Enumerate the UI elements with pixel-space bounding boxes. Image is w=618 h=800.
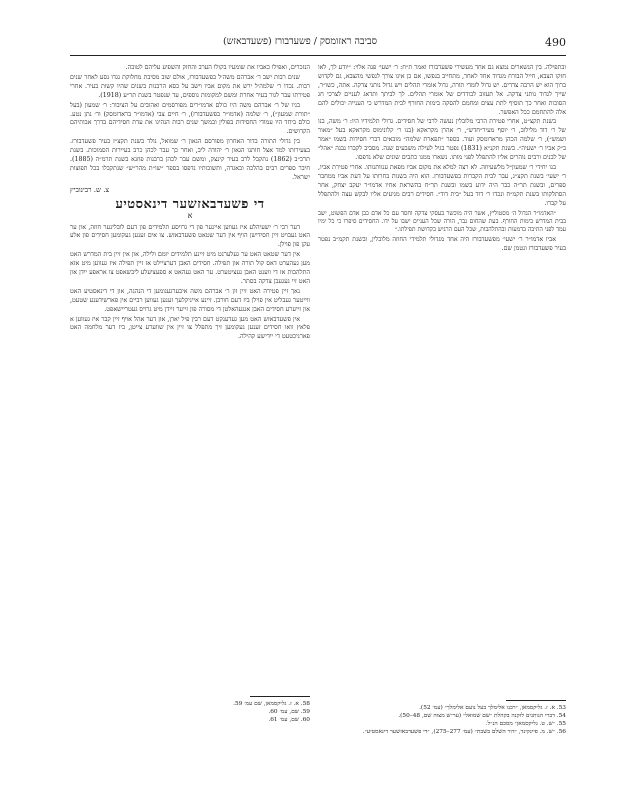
paragraph: בניו של ר׳ אברהם משה היו כולם אדמו״רים מפורסמים ואהובים על הציבור: ר׳ שמעון (בעל ״תורת שמעון״), ר׳ שלמה (אדמו״ר בפשעדבורז), ר׳ חיים צבי (אדמו״ר בראדומסק) ור׳ נתן נטע. כולם ביחד היו עמודי החסידות בפולין ובמשך שנים רבות הנהיגו את עדת חסידיהם בדרך אבותיהם הקדושים.	[70, 101, 310, 136]
paragraph: הנזכרים, ואפילו כאביו את שומעיו בקולו הערב והחזק והשפיע עליהם לטובה.	[125, 64, 310, 71]
left-column	[70, 64, 310, 343]
footnote-rule	[506, 700, 566, 701]
footnote: 54. דברי הנותנים לזקנה בקהלת ״שם שמואל״ (ער״ש מצוה שם, 48–50).	[398, 713, 566, 719]
footnote: 53. א. ז. גליקסמאן, ״רבנו אלימלך בעל נועם אלימלך״ (עמ׳ 52).	[419, 705, 566, 711]
paragraph: דער רבי ר׳ ישעיהלע איז געווען איינער פון די גרויסע תלמידים פון דעם לובלינער חוזה, און ער האט געבויט זיין חסידישן הויף אין דער שטאט פשעדבאזש. צו אים זענען געקומען חסידים פון אלע עקן פון פוילן.	[70, 223, 310, 249]
footnotes-left	[70, 700, 310, 724]
paragraph: נאך זיין פטירה האט זיין זון ר׳ אברהם משה איבערגענומען די הנהגה, און די דינאסטיע האט ווייטער געבליט אין פוילן ביז דעם חורבן. זיינע אייניקלעך זענען געווען רביים אין פארשידענע שטעט, און זייערע חסידים האבן אנגעהאלטן די מסורה פון זייער זיידן מיט גרויס געטריישאפט.	[70, 287, 310, 313]
footnote: 60. שם, עמ׳ 61.	[268, 717, 310, 723]
running-title: סביבה ראזומסק / פשעדבורז (פשעדבאזש)	[222, 36, 378, 47]
block-quote: ״האדמו״ר הגדול ה׳ מסטוליץ, אשר היה מוכשר בעסקי צדקה וחסד עם כל אדם כבן אדם הפשוט, ישב בבית המדרש בימות החורף. בעת שהחום גבר, הורה שכל העניים ישבו על ידו. החסידים סיפרו כי כל ימיו עמד לפני התיבה בדמעות ובהתלהבות, שכל העם הרגיש בקדושת תפילתו.״	[318, 209, 566, 234]
paragraph: שנים רבות ישב ר׳ אברהם משה׳ל בפשעדבורז, אולם שוב מסיבת מחלוקת נגדו נסע לאחר שנים רבות. נכדו ר׳ שלמה׳ל ירש את מקום אביו וישב על כסא הרבנות בשנים שהיו קשות בעיר. אחרי פטירתו עבר לגור בעיר אחרת ומשם למקומות נוספים, עד שנפטר בשנת תר״ע (1918).	[70, 73, 310, 99]
footnote: 56. ״ש. מ. פיינקינד, ״דור השלם בשבת״ (עמ׳ 277–275), ״די פשעדבאזשער דינאסטיע״.	[362, 729, 566, 735]
paragraph: אביו אדמו״ר ר׳ ישעי׳ מפשעדבורז היה אחד מגדולי תלמידי החוזה מלובלין, ובשנת תקמ״ב נפטר בעיר פשעדבורז ונטמן שם.	[318, 235, 566, 252]
footnote: 58. א. ז. גליקסמאן, שם עמ׳ 59.	[233, 701, 310, 707]
paragraph: בין גדולי התורה בדור האחרון מפורסם הגאון ר׳ שמואל, נולד בשנת תקצ״ז בעיר פשעדבורז. בצעירותו למד אצל חותנו הגאון ר׳ יהודה ליב, ואחר כך עבר לכהן כרב בעיירות הסמוכות. בשנת תרכ״ב (1862) נתקבל לרב בעיר קינצק, ומשם עבר לכהן ברבנות פוזנא בשנת תרמ״ה (1885). חיבר ספרים רבים בהלכה ובאגדה, ותשובותיו נדפסו בספר ״שו״ת מהר״ש״ שנתקבלו בכל תפוצות ישראל.	[70, 138, 310, 181]
right-column	[318, 64, 566, 255]
paragraph: אין דער שטאט האט ער געלערנט מיט זיינע תלמידים יומם ולילה, און אין זיין בית המדרש האט מען געהערט דאס קול תורה און תפילה. חסידים האבן דערציילט אז זיין תפילה איז געווען מיט אזא התלהבות אז די ווענט האבן געציטערט. ער האט געהאט א ספעציעלע ליבשאפט צו אראפע ייִדן און האט זיי געגעבן צדקה בסתר.	[70, 251, 310, 285]
section-number: א	[187, 210, 193, 220]
footnotes-right	[318, 704, 566, 736]
header-rule	[70, 55, 566, 56]
page-number: 490	[545, 36, 566, 49]
footnote: 59. שם, עמ׳ 60.	[268, 709, 310, 715]
paragraph: בשנת תקצ״ט, אחרי פטירת הרבי מלובלין נעשה לרבי של חסידים. גדולי תלמידיו היו: ר׳ משה, בנו של ר׳ דוד מלילוב, ר׳ יוסף מעיר״חדש״, ר׳ אהרן מקראקא (בנו ר׳ קלונימוס מקראקא בעל ״מאור ושמש״), ר׳ שלמה הכהן מראדומסק ועוד. בספר ״תפארת שלמה״ מובאים דברי חסידות בשמו ״אמר ב״ק אביו ר׳ ישעיה״. בשנת תקנ״א (1831) נפטר בגיל לעילה משבעים שנה. מסביב לקברו נבנה ״אהל״ של לבנים ורבים נוהרים אליו להתפלל לפני מותו. נשארו ממנו כתבים שונים שלא נדפסו.	[318, 118, 566, 162]
paragraph: בנו יחידי ר׳ שמעון״ל מלשעיוזה. לא רצה למלא את מקום אביו מפאת ענוותנותו. אחרי פטירת אביו, ר׳ ישעי׳ בשנת תקצ״ג, עבר לבית הקברות בפשעדבורז. הוא היה בשנות בחרותו על דעת אביו ממחבר ספרים, ובשנת תר״ה כבר היה ידוע בשמו ובשנת תר״ח בהשראת אחיו אדמו״ר יעקב יצחק, אחר הסתלקותו בשנת תקמ״ח ונכדו ר׳ דוד בעל ״בית דוד״. חסידים רבים מגיעים אליו לבקש עצה ולהתפלל על קברו.	[318, 163, 566, 207]
paragraph: אין פשעדבאזש האט מען געדענקט דעם רבין פיל יארן, און דער אהל אויף זיין קבר איז געווען א פלאץ וואו חסידים זענען געקומען זיך מתפלל צו זיין אין שווערע צייטן, ביז דער מלחמה האט פארניכטעט די ייִדישע קהילה.	[70, 315, 310, 341]
paragraph: ובתפילה. בין הנשארים נמצא גם אחד מעשירי פשעדבורז ואמר ת״ח: ר׳ ישעי׳ פנה אלוי: ״יודע לך, לאו חזקו הצבא, חייל הבורח מגדוד אחד לאחר, מתחייב בנפשו, אם כן אינו צורך לנפשי מהצבא, גם לקדוש ברוך הוא יש הרבה צדדים. יש גדול לומדי תורה, גדול אומרי תהלים ויש גדול נותני צדקה. אתה, כשו״ר, שייך לגדוד נותני צדקה. אל תעזוב לבודדים של אומרי תהלים. לך לביתך ותדאג לעניים לצרכי חג הסוכות ואחר כך תוסיף לתת עצים ומחמם להסקה בימות החורף לבית המדרש כי הענייה יכולים להם אלה להתחמם ככל האפשר.	[318, 64, 566, 116]
section-title: די פשעדבאזשער דינאסטיע	[115, 196, 265, 212]
footnote-rule	[250, 696, 310, 697]
author-signature: צ. ש. רבינוביץ	[70, 185, 110, 194]
page-header	[70, 36, 566, 52]
footnote: 55. ״ש. ט. גליקסמאן״ מסכם הנ״ל.	[485, 721, 566, 727]
